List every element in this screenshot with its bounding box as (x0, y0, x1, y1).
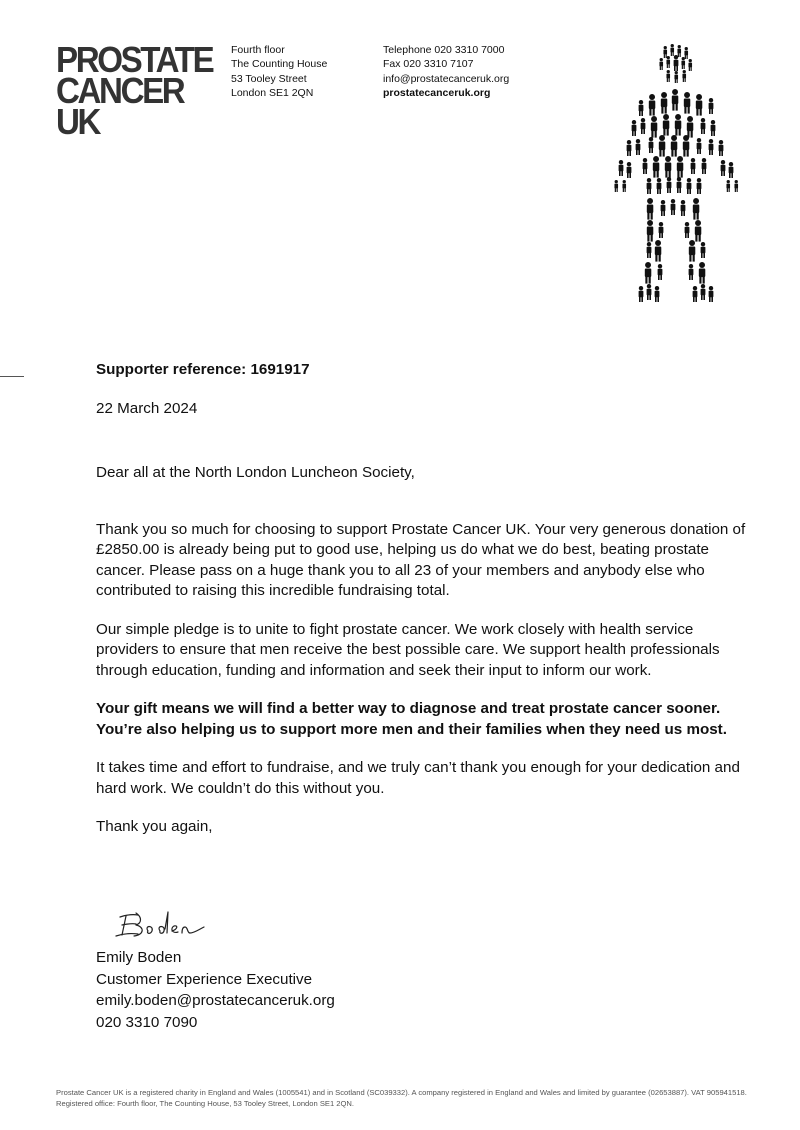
footer-line-2: Registered office: Fourth floor, The Counting House, 53 Tooley Street, London SE1 2QN. (56, 1098, 355, 1108)
contact-email: info@prostatecanceruk.org (383, 72, 510, 85)
signatory-name: Emily Boden (96, 949, 182, 966)
address-line: The Counting House (231, 58, 328, 71)
footer-line-1: Prostate Cancer UK is a registered charity in England and Wales (1005541) and in Scotland (SC039332). A company registered in England and Wales and limited by guarantee (02653887). VAT 905941518. (56, 1088, 747, 1097)
address-line: London SE1 2QN (231, 86, 314, 99)
signatory-email: emily.boden@prostatecanceruk.org (96, 992, 335, 1009)
logo-line-1: PROSTATE (56, 39, 213, 80)
signatory-block (96, 947, 335, 1033)
supporter-reference: Supporter reference: 1691917 (96, 361, 310, 378)
letter-date: 22 March 2024 (96, 399, 198, 417)
salutation: Dear all at the North London Luncheon Society, (96, 464, 415, 481)
prostate-cancer-uk-logo (56, 39, 213, 142)
website: prostatecanceruk.org (383, 86, 491, 99)
fold-mark (0, 376, 24, 377)
signatory-phone: 020 3310 7090 (96, 1013, 198, 1031)
letter-body (96, 360, 746, 838)
footer (56, 1088, 756, 1109)
paragraph-thanks: Thank you so much for choosing to support Prostate Cancer UK. Your very generous donation of £2850.00 is already being put to good use, helping us do what we do best, beating prostate cancer. Please pass on a huge thank you to all 23 of your members and anybody else who contributed to raising this incredible fundraising total. (96, 520, 746, 599)
closing: Thank you again, (96, 818, 213, 835)
paragraph-pledge: Our simple pledge is to unite to fight prostate cancer. We work closely with health service providers to ensure that men receive the best possible care. We support health professionals through education, funding and information and seek their input to inform our work. (96, 620, 720, 679)
fax: Fax 020 3310 7107 (383, 58, 474, 71)
man-made-of-people-icon (608, 42, 743, 307)
contact-details (383, 43, 509, 100)
address-line: Fourth floor (231, 44, 285, 56)
telephone: Telephone 020 3310 7000 (383, 44, 505, 56)
postal-address (231, 43, 327, 100)
paragraph-gift: Your gift means we will find a better way to diagnose and treat prostate cancer sooner. You’re also helping us to support more men and their families when they need us most. (96, 700, 727, 738)
signatory-title: Customer Experience Executive (96, 970, 313, 988)
paragraph-effort: It takes time and effort to fundraise, and we truly can’t thank you enough for your dedication and hard work. We couldn’t do this without you. (96, 759, 740, 797)
address-line: 53 Tooley Street (231, 72, 307, 85)
logo-line-2: CANCER UK (56, 70, 184, 142)
handwritten-signature (112, 903, 212, 943)
